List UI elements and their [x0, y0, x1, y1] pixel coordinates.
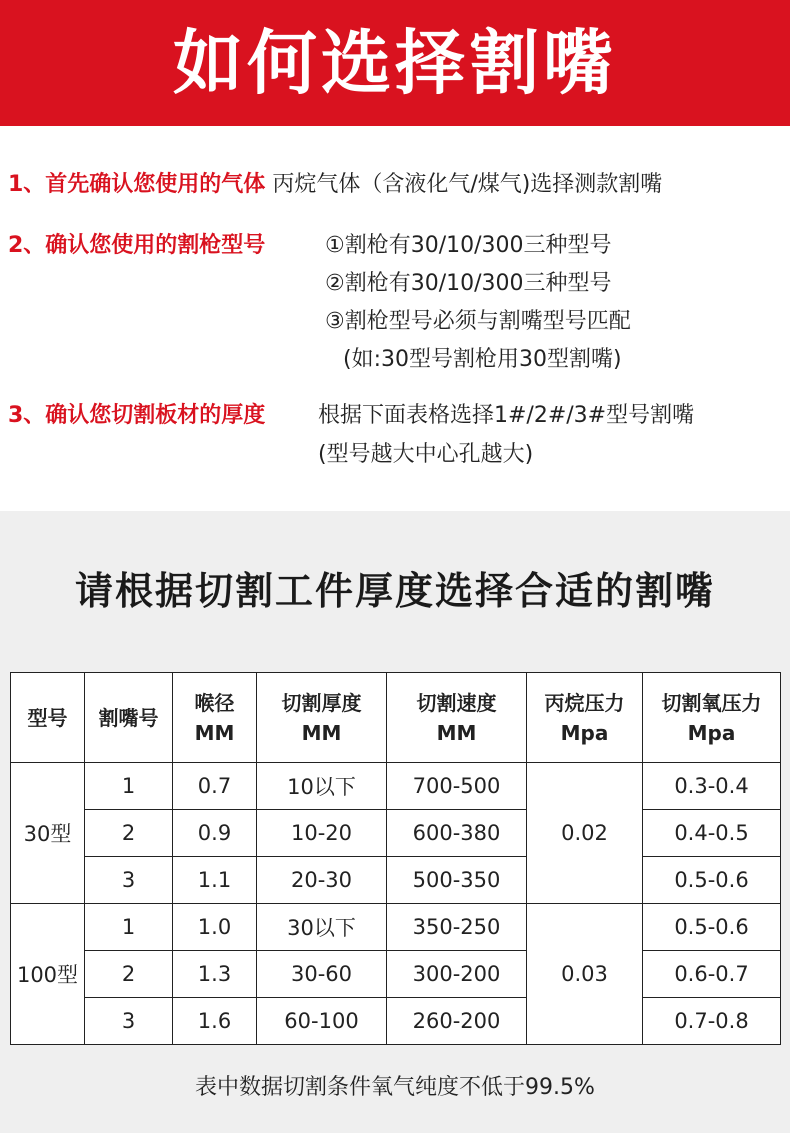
- tip-cell: 3: [85, 857, 173, 904]
- thickness-cell: 60-100: [257, 998, 387, 1045]
- oxygen-pressure-cell: 0.5-0.6: [643, 857, 781, 904]
- oxygen-pressure-cell: 0.4-0.5: [643, 810, 781, 857]
- tip-cell: 2: [85, 810, 173, 857]
- model-cell: 100型: [11, 904, 85, 1045]
- header-speed: 切割速度 MM: [387, 673, 527, 763]
- table-section-title: 请根据切割工件厚度选择合适的割嘴: [74, 569, 715, 613]
- title-banner: [0, 0, 790, 126]
- bore-cell: 1.0: [173, 904, 257, 951]
- bore-cell: 1.6: [173, 998, 257, 1045]
- thickness-cell: 30以下: [257, 904, 387, 951]
- propane-pressure-cell: 0.03: [527, 904, 643, 1045]
- header-model: 型号: [11, 673, 85, 763]
- header-oxygen-pressure: 切割氧压力 Mpa: [643, 673, 781, 763]
- bore-cell: 1.3: [173, 951, 257, 998]
- step-2-line-2: ②割枪有30/10/300三种型号: [325, 271, 612, 296]
- step-3-line-2: (型号越大中心孔越大): [318, 442, 534, 467]
- speed-cell: 350-250: [387, 904, 527, 951]
- step-1: [8, 170, 662, 200]
- tip-cell: 1: [85, 763, 173, 810]
- header-bore: 喉径 MM: [173, 673, 257, 763]
- table-header-row: [11, 673, 781, 763]
- speed-cell: 260-200: [387, 998, 527, 1045]
- tip-cell: 3: [85, 998, 173, 1045]
- thickness-cell: 20-30: [257, 857, 387, 904]
- header-tip-number: 割嘴号: [85, 673, 173, 763]
- step-2-label-row: [8, 231, 265, 261]
- step-2-line-3: ③割枪型号必须与割嘴型号匹配: [325, 309, 631, 334]
- tip-cell: 2: [85, 951, 173, 998]
- step-3-label-row: [8, 401, 265, 431]
- nozzle-spec-table: [10, 672, 781, 1045]
- header-thickness: 切割厚度 MM: [257, 673, 387, 763]
- propane-pressure-cell: 0.02: [527, 763, 643, 904]
- table-row: [11, 763, 781, 810]
- thickness-cell: 30-60: [257, 951, 387, 998]
- tip-cell: 1: [85, 904, 173, 951]
- step-3-line-1: 根据下面表格选择1#/2#/3#型号割嘴: [318, 403, 695, 428]
- thickness-cell: 10-20: [257, 810, 387, 857]
- speed-cell: 600-380: [387, 810, 527, 857]
- table-row: [11, 904, 781, 951]
- oxygen-pressure-cell: 0.3-0.4: [643, 763, 781, 810]
- speed-cell: 500-350: [387, 857, 527, 904]
- step-1-label: 1、首先确认您使用的气体: [8, 172, 266, 197]
- page-title: 如何选择割嘴: [173, 22, 617, 104]
- step-2-label: 2、确认您使用的割枪型号: [8, 233, 266, 258]
- table-footnote: 表中数据切割条件氧气纯度不低于99.5%: [195, 1075, 595, 1100]
- step-2-line-4: (如:30型号割枪用30型割嘴): [343, 347, 622, 372]
- step-3-label: 3、确认您切割板材的厚度: [8, 403, 266, 428]
- oxygen-pressure-cell: 0.6-0.7: [643, 951, 781, 998]
- bore-cell: 0.7: [173, 763, 257, 810]
- table-row: [11, 857, 781, 904]
- bore-cell: 1.1: [173, 857, 257, 904]
- step-1-text: 丙烷气体（含液化气/煤气)选择测款割嘴: [272, 172, 663, 197]
- table-row: [11, 998, 781, 1045]
- thickness-cell: 10以下: [257, 763, 387, 810]
- header-propane-pressure: 丙烷压力 Mpa: [527, 673, 643, 763]
- table-row: [11, 810, 781, 857]
- oxygen-pressure-cell: 0.5-0.6: [643, 904, 781, 951]
- step-2-line-1: ①割枪有30/10/300三种型号: [325, 233, 612, 258]
- speed-cell: 700-500: [387, 763, 527, 810]
- oxygen-pressure-cell: 0.7-0.8: [643, 998, 781, 1045]
- speed-cell: 300-200: [387, 951, 527, 998]
- bore-cell: 0.9: [173, 810, 257, 857]
- table-row: [11, 951, 781, 998]
- model-cell: 30型: [11, 763, 85, 904]
